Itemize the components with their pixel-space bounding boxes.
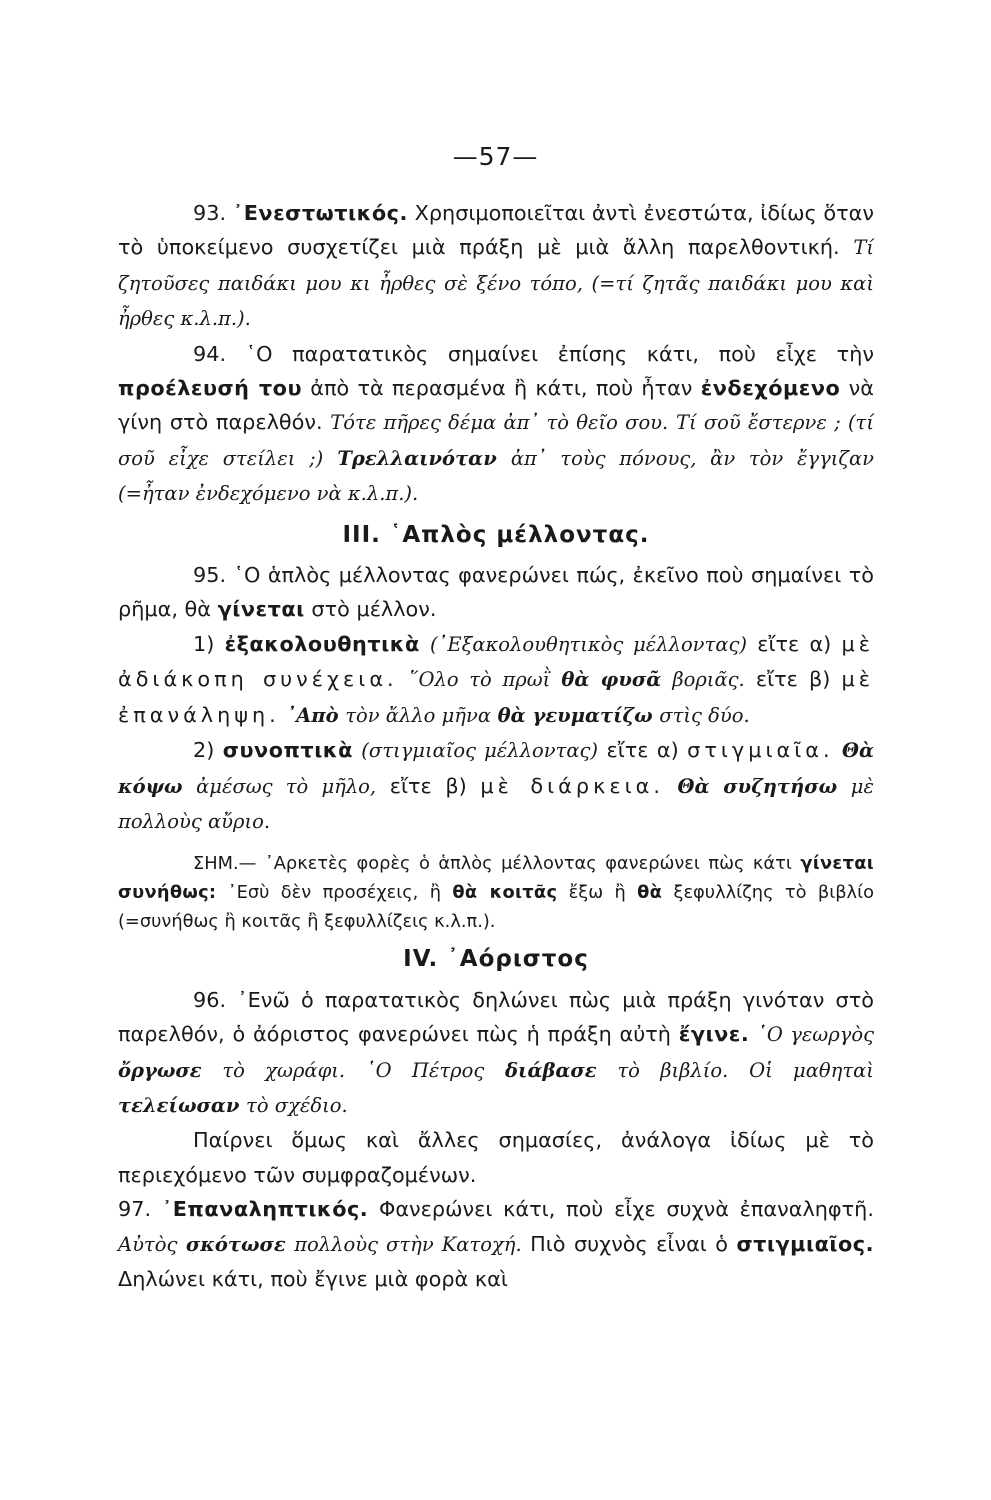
paragraph-95-1 xyxy=(118,627,874,733)
spaced-text: μὲ ἀδιάκοπη συνέχεια. xyxy=(118,631,874,692)
parenthetical: (στιγμιαῖος μέλλοντας) xyxy=(361,739,599,763)
paragraph-96-continued: Παίρνει ὅμως καὶ ἄλλες σημασίες, ἀνάλογα ἰδίως μὲ τὸ περιεχόμενο τῶν συμφραζομένων. xyxy=(118,1128,874,1187)
term-epanaliptikos: ᾿Επαναληπτικός. xyxy=(161,1197,369,1222)
term-enestotikos: ᾿Ενεστωτικός. xyxy=(232,201,408,225)
term-egine: ἔγινε. xyxy=(678,1022,750,1047)
term-tha: θὰ xyxy=(637,882,663,904)
example-emphasis: Θὰ κόψω xyxy=(118,739,874,798)
example: πολλοὺς στὴν Κατοχή. xyxy=(294,1232,522,1256)
paragraph-number: 97. xyxy=(118,1197,152,1222)
text: ἔξω ἢ xyxy=(568,882,626,904)
paragraph-93 xyxy=(118,196,874,337)
paragraph-95 xyxy=(118,558,874,627)
text: Πιὸ συχνὸς εἶναι ὁ xyxy=(530,1231,728,1256)
example-emphasis: ᾿Απὸ xyxy=(286,703,339,727)
example: Αὐτὸς xyxy=(118,1232,178,1256)
example: βοριᾶς. xyxy=(672,668,745,692)
example: ῾Ο γεωργὸς xyxy=(757,1023,874,1047)
page-number: —57— xyxy=(452,142,539,171)
paragraph-95-2 xyxy=(118,733,874,839)
text: ᾿Εσὺ δὲν προσέχεις, ἢ xyxy=(227,882,441,904)
section-heading-III: ΙΙΙ. ῾Απλὸς μέλλοντας. xyxy=(342,521,650,548)
example: μὲ πολλοὺς αὔριο. xyxy=(118,774,874,833)
example-emphasis: διάβασε xyxy=(505,1058,597,1082)
example-emphasis: Τρελλαινόταν xyxy=(337,446,497,470)
term-exakolouthitika: ἐξακολουθητικὰ xyxy=(224,631,420,656)
example: ῾Ο Πέτρος xyxy=(365,1058,485,1082)
text: ᾿Αρκετὲς φορὲς ὁ ἁπλὸς μέλλοντας φανερώνει πὼς κάτι xyxy=(264,853,792,875)
item-number: 2) xyxy=(193,738,215,763)
text: Φανερώνει κάτι, ποὺ εἶχε συχνὰ ἐπαναληφτῆ. xyxy=(378,1197,874,1222)
example: τὸν ἄλλο μῆνα xyxy=(345,703,492,727)
term-proeleusi: προέλευσή του xyxy=(118,376,302,401)
term-stigmiaios: στιγμιαῖος. xyxy=(736,1231,874,1256)
text: Χρησιμοποιεῖται ἀντὶ ἐνεστώτα, ἰδίως ὅταν τὸ ὑποκείμενο συσχετίζει μιὰ πράξη μὲ μιὰ ἄλλη παρελθοντική. xyxy=(118,201,874,260)
text: ἀπὸ τὰ περασμένα ἢ κάτι, ποὺ ἦταν xyxy=(310,376,693,401)
text: εἴτε β) xyxy=(755,667,831,692)
text: εἴτε β) xyxy=(389,773,467,798)
text: ᾿Ενῶ ὁ παρατατικὸς δηλώνει πὼς μιὰ πράξη γινόταν στὸ παρελθόν, ὁ ἀόριστος φανερώνει πὼς ἡ πράξη αὐτὴ xyxy=(118,987,874,1047)
paragraph-number: 95. xyxy=(193,563,227,588)
example-emphasis: ὄργωσε xyxy=(118,1058,202,1082)
example-emphasis: θὰ γευματίζω xyxy=(497,703,653,727)
item-number: 1) xyxy=(193,631,215,656)
note xyxy=(118,849,874,936)
spaced-text: στιγμιαῖα. xyxy=(687,738,834,763)
term-endechomeno: ἐνδεχόμενο xyxy=(700,376,841,401)
example: τὸ σχέδιο. xyxy=(246,1093,348,1117)
paragraph-number: 96. xyxy=(193,987,227,1012)
example: Τί ζητοῦσες παιδάκι μου κι ἦρθες σὲ ξένο τόπο, (=τί ζητᾶς παιδάκι μου καὶ ἦρθες κ.λ.π.). xyxy=(118,236,874,331)
spaced-text: μὲ διάρκεια. xyxy=(480,773,664,798)
note-label: ΣΗΜ.— xyxy=(193,853,257,875)
example: στὶς δύο. xyxy=(659,703,750,727)
text: Δηλώνει κάτι, ποὺ ἔγινε μιὰ φορὰ καὶ xyxy=(118,1266,508,1291)
example-emphasis: Θὰ συζητήσω xyxy=(677,774,838,798)
paragraph-94 xyxy=(118,337,874,512)
example: ἀπ᾿ τοὺς πόνους, ἂν τὸν ἔγγιζαν (=ἦταν ἐνδεχόμενο νὰ κ.λ.π.). xyxy=(118,446,874,506)
term-synoptika: συνοπτικὰ xyxy=(222,738,353,763)
spaced-text: μὲ ἐπανάληψη. xyxy=(118,667,874,727)
term-tha-koitas: θὰ κοιτᾶς xyxy=(452,882,558,904)
text: ῾Ο παρατατικὸς σημαίνει ἐπίσης κάτι, ποὺ εἶχε τὴν xyxy=(245,341,874,366)
text: στὸ μέλλον. xyxy=(311,597,437,622)
text: εἴτε α) xyxy=(606,738,679,763)
example: ἀμέσως τὸ μῆλο, xyxy=(196,774,377,798)
text: ξεφυλλίζης τὸ βιβλίο (=συνήθως ἢ κοιτᾶς ἢ ξεφυλλίζεις κ.λ.π.). xyxy=(118,882,874,933)
example-emphasis: τελείωσαν xyxy=(118,1093,240,1117)
example: Οἱ μαθηταὶ xyxy=(749,1058,874,1082)
example-emphasis: θὰ φυσᾶ xyxy=(561,668,662,692)
example: Τί σοῦ ἔστερνε ; (τί σοῦ εἶχε στείλει ;) xyxy=(118,411,874,470)
text: νὰ γίνη στὸ παρελθόν. xyxy=(118,376,874,435)
text: ῾Ο ἁπλὸς μέλλοντας φανερώνει πώς, ἐκεῖνο ποὺ σημαίνει τὸ ρῆμα, θὰ xyxy=(118,563,874,622)
paragraph-96 xyxy=(118,983,874,1124)
term-ginetai-synithos: γίνεται συνήθως: xyxy=(118,853,874,904)
paragraph-97 xyxy=(118,1192,874,1296)
example: Τότε πῆρες δέμα ἀπ᾿ τὸ θεῖο σου. xyxy=(330,411,669,435)
example: ῞Ολο τὸ πρωῒ xyxy=(408,668,551,692)
term-ginetai: γίνεται xyxy=(217,597,305,622)
section-heading-IV: IV. ᾿Αόριστος xyxy=(403,946,589,973)
example-emphasis: σκότωσε xyxy=(185,1232,286,1256)
example: τὸ βιβλίο. xyxy=(617,1058,729,1082)
parenthetical: (᾿Εξακολουθητικὸς μέλλοντας) xyxy=(430,632,748,656)
body-text xyxy=(118,196,874,1296)
paragraph-number: 94. xyxy=(193,341,227,366)
text: εἴτε α) xyxy=(757,631,832,656)
paragraph-number: 93. xyxy=(193,201,227,225)
example: τὸ χωράφι. xyxy=(222,1058,346,1082)
